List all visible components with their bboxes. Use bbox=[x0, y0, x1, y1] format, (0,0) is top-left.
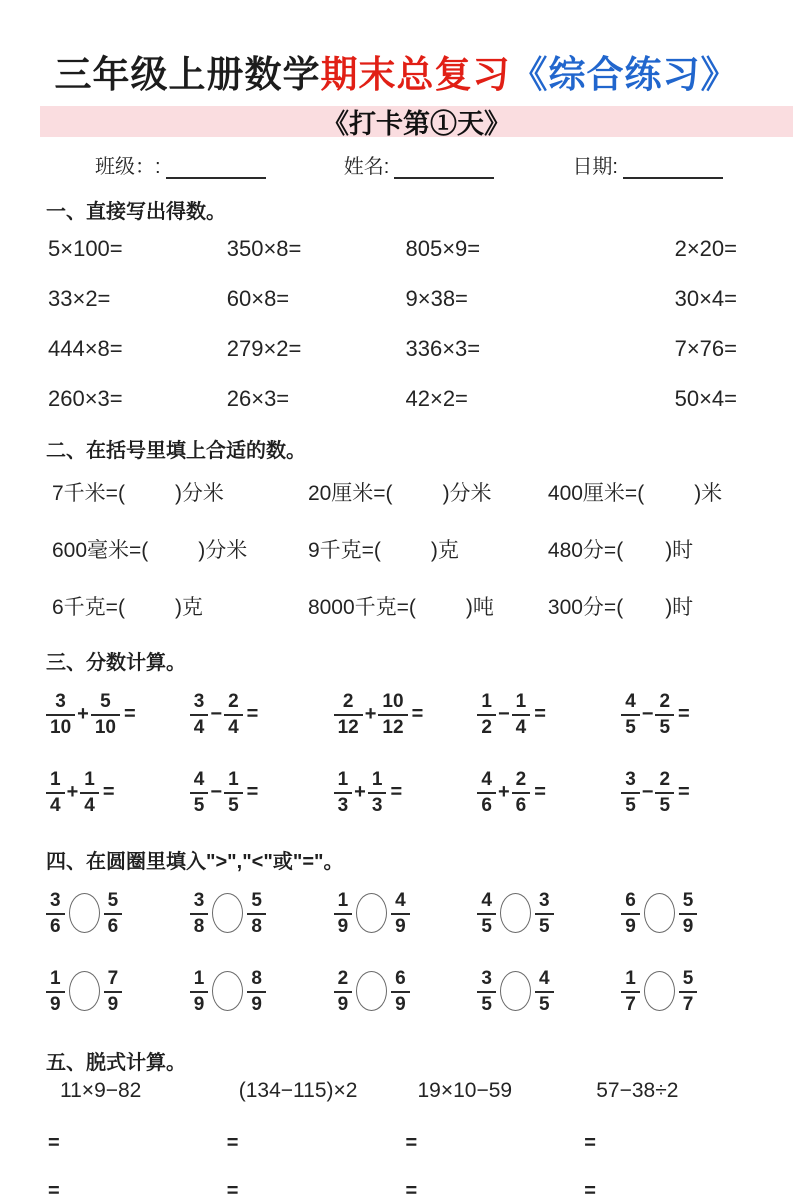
compare-problem: $\frac{3}{5}$ $\frac{4}{5}$ bbox=[477, 952, 621, 1030]
mult-problem: 260×3= bbox=[48, 386, 123, 411]
fraction-problem: $\frac{1}{4}$ + $\frac{1}{4}$ = bbox=[46, 753, 190, 831]
fraction-problem: $\frac{3}{10}$ + $\frac{5}{10}$ = bbox=[46, 675, 190, 753]
date-blank[interactable] bbox=[623, 159, 723, 179]
mult-problem: 7×76= bbox=[674, 336, 737, 361]
name-field bbox=[344, 150, 495, 179]
comparison-circle[interactable] bbox=[356, 893, 387, 933]
mult-problem: 444×8= bbox=[48, 336, 123, 361]
compare-problem: $\frac{4}{5}$ $\frac{3}{5}$ bbox=[477, 874, 621, 952]
section4-grid-row2 bbox=[0, 952, 793, 1030]
date-field bbox=[572, 150, 723, 179]
page-title bbox=[0, 0, 793, 98]
mult-problem: 33×2= bbox=[48, 286, 111, 311]
day-banner bbox=[40, 106, 793, 137]
stepwise-problem bbox=[227, 1075, 406, 1203]
unit-problem: 300分=( )时 bbox=[547, 595, 694, 619]
equals-line: = bbox=[405, 1180, 418, 1202]
fraction-problem: $\frac{4}{6}$ + $\frac{2}{6}$ = bbox=[477, 753, 621, 831]
equals-line: = bbox=[584, 1132, 596, 1154]
comparison-circle[interactable] bbox=[356, 971, 387, 1011]
compare-problem: $\frac{1}{9}$ $\frac{8}{9}$ bbox=[190, 952, 334, 1030]
comparison-circle[interactable] bbox=[212, 971, 243, 1011]
date-label: 日期: bbox=[572, 156, 618, 178]
compare-problem: $\frac{1}{9}$ $\frac{7}{9}$ bbox=[46, 952, 190, 1030]
comparison-circle[interactable] bbox=[69, 971, 100, 1011]
fraction-problem: $\frac{3}{4}$ − $\frac{2}{4}$ = bbox=[190, 675, 334, 753]
equals-line: = bbox=[48, 1180, 60, 1202]
unit-problem: 20厘米=( )分米 bbox=[307, 481, 492, 505]
compare-problem: $\frac{6}{9}$ $\frac{5}{9}$ bbox=[621, 874, 765, 952]
equals-line: = bbox=[226, 1180, 239, 1202]
mult-problem: 2×20= bbox=[674, 236, 737, 261]
comparison-circle[interactable] bbox=[212, 893, 243, 933]
equals-line: = bbox=[584, 1180, 596, 1202]
equals-line: = bbox=[226, 1132, 239, 1154]
unit-problem: 7千米=( )分米 bbox=[52, 481, 224, 505]
mult-problem: 336×3= bbox=[405, 336, 481, 361]
comparison-circle[interactable] bbox=[500, 971, 531, 1011]
section2-heading: 二、在括号里填上合适的数。 bbox=[46, 440, 306, 462]
unit-problem: 480分=( )时 bbox=[547, 538, 694, 562]
name-blank[interactable] bbox=[394, 159, 494, 179]
fraction-problem: $\frac{1}{3}$ + $\frac{1}{3}$ = bbox=[334, 753, 478, 831]
stepwise-problem bbox=[584, 1075, 763, 1203]
compare-problem: $\frac{1}{9}$ $\frac{4}{9}$ bbox=[334, 874, 478, 952]
stepwise-problem bbox=[48, 1075, 227, 1203]
mult-problem: 42×2= bbox=[405, 386, 468, 411]
section4-grid-row1 bbox=[0, 874, 793, 952]
fraction-problem: $\frac{1}{2}$ − $\frac{1}{4}$ = bbox=[477, 675, 621, 753]
unit-problem: 9千克=( )克 bbox=[307, 538, 459, 562]
stepwise-expression: 57−38÷2 bbox=[596, 1079, 679, 1102]
compare-problem: $\frac{3}{8}$ $\frac{5}{8}$ bbox=[190, 874, 334, 952]
mult-problem: 805×9= bbox=[405, 236, 481, 261]
compare-problem: $\frac{1}{7}$ $\frac{5}{7}$ bbox=[621, 952, 765, 1030]
mult-problem: 60×8= bbox=[226, 286, 290, 311]
stepwise-expression: 19×10−59 bbox=[417, 1079, 513, 1102]
compare-problem: $\frac{3}{6}$ $\frac{5}{6}$ bbox=[46, 874, 190, 952]
unit-problem: 600毫米=( )分米 bbox=[52, 538, 248, 562]
section3-grid-row1 bbox=[0, 675, 793, 753]
class-blank[interactable] bbox=[166, 159, 266, 179]
fraction-problem: $\frac{4}{5}$ − $\frac{1}{5}$ = bbox=[190, 753, 334, 831]
mult-problem: 279×2= bbox=[226, 336, 302, 361]
title-black-part: 三年级上册数学 bbox=[54, 54, 321, 95]
fraction-problem: $\frac{4}{5}$ − $\frac{2}{5}$ = bbox=[621, 675, 765, 753]
title-red-part: 期末总复习 bbox=[320, 54, 511, 95]
class-field bbox=[95, 150, 266, 179]
fraction-problem: $\frac{3}{5}$ − $\frac{2}{5}$ = bbox=[621, 753, 765, 831]
mult-problem: 5×100= bbox=[48, 236, 123, 261]
section2-grid bbox=[0, 463, 793, 634]
unit-problem: 6千克=( )克 bbox=[52, 595, 203, 619]
unit-problem: 8000千克=( )吨 bbox=[307, 595, 494, 619]
section5-grid bbox=[0, 1075, 793, 1203]
name-label: 姓名: bbox=[343, 156, 390, 178]
equals-line: = bbox=[48, 1132, 60, 1154]
mult-problem: 9×38= bbox=[405, 286, 468, 311]
mult-problem: 50×4= bbox=[674, 386, 737, 411]
section1-grid bbox=[0, 224, 793, 424]
unit-problem: 400厘米=( )米 bbox=[547, 481, 723, 505]
day-banner-text: 《打卡第①天》 bbox=[322, 109, 511, 139]
comparison-circle[interactable] bbox=[644, 971, 675, 1011]
comparison-circle[interactable] bbox=[644, 893, 675, 933]
comparison-circle[interactable] bbox=[500, 893, 531, 933]
title-blue-part: 《综合练习》 bbox=[510, 54, 739, 95]
comparison-circle[interactable] bbox=[69, 893, 100, 933]
stepwise-problem bbox=[406, 1075, 585, 1203]
section1-heading: 一、直接写出得数。 bbox=[46, 201, 226, 223]
mult-problem: 30×4= bbox=[674, 286, 737, 311]
fraction-problem: $\frac{2}{12}$ + $\frac{10}{12}$ = bbox=[334, 675, 478, 753]
equals-line: = bbox=[405, 1132, 418, 1154]
section3-heading: 三、分数计算。 bbox=[46, 652, 186, 674]
mult-problem: 26×3= bbox=[226, 386, 290, 411]
student-info-row bbox=[95, 150, 723, 179]
section3-grid-row2 bbox=[0, 753, 793, 831]
mult-problem: 350×8= bbox=[226, 236, 302, 261]
section5-heading: 五、脱式计算。 bbox=[46, 1052, 186, 1074]
section4-heading: 四、在圆圈里填入">","<"或"="。 bbox=[46, 851, 344, 873]
stepwise-expression: 11×9−82 bbox=[60, 1079, 142, 1102]
compare-problem: $\frac{2}{9}$ $\frac{6}{9}$ bbox=[334, 952, 478, 1030]
stepwise-expression: (134−115)×2 bbox=[238, 1079, 358, 1102]
class-label: 班级：: bbox=[95, 156, 161, 178]
